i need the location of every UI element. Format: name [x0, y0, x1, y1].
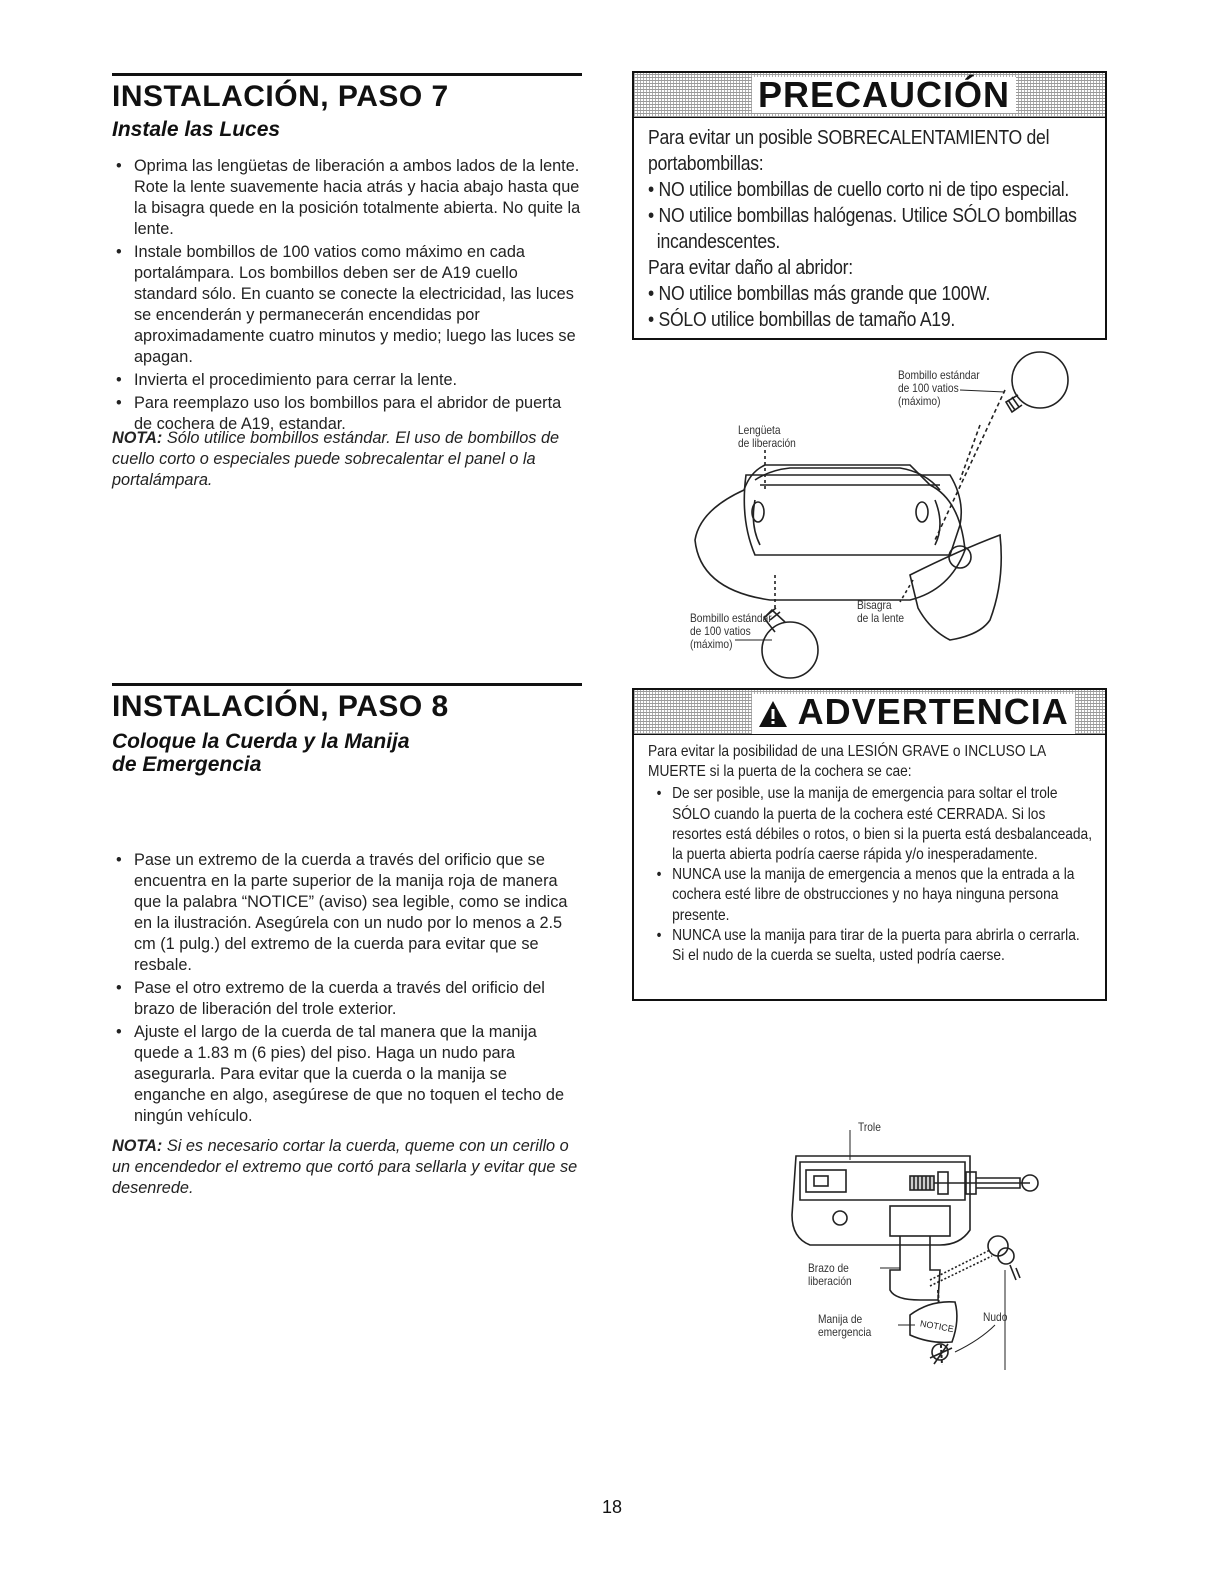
warning-intro: Para evitar la posibilidad de una LESIÓN GRAVE o INCLUSO LA MUERTE si la puerta de la cochera se cae:: [648, 743, 1046, 781]
list-item: • NO utilice bombillas halógenas. Utilice SÓLO bombillas incandescentes.: [648, 205, 1077, 253]
label-release-tab: Lengüeta de liberación: [738, 423, 796, 450]
caution-banner: [634, 73, 1105, 118]
list-item: • Invierta el procedimiento para cerrar la lente.: [112, 370, 582, 391]
caution-text: [648, 125, 1097, 333]
label-bulb-bottom: Bombillo estándar de 100 vatios (máximo): [690, 611, 772, 651]
warning-triangle-icon: [758, 698, 788, 734]
step8-subheading-line2: de Emergencia: [112, 753, 262, 776]
list-item: • Pase el otro extremo de la cuerda a través del orificio del brazo de liberación del trole exterior.: [112, 978, 582, 1020]
step8-top-rule: [112, 683, 582, 686]
list-item: • Oprima las lengüetas de liberación a ambos lados de la lente. Rote la lente suavemente hacia atrás y hacia abajo hasta que la bisagra quede en la posición totalmente abierta. No quite la lente.: [112, 156, 582, 240]
note-label: NOTA:: [112, 429, 163, 447]
step8-note: [112, 1136, 582, 1199]
list-item: • Pase un extremo de la cuerda a través del orificio que se encuentra en la parte superior de la manija roja de manera que la palabra “NOTICE” (aviso) sea legible, como se indica en la ilustración. Asegúrela con un nudo por lo menos a 2.5 cm (1 pulg.) del extremo de la cuerda para evitar que se resbale.: [112, 850, 582, 976]
warning-title: ADVERTENCIA: [797, 691, 1069, 732]
list-item: • Instale bombillos de 100 vatios como máximo en cada portalámpara. Los bombillos deben ser de A19 cuello standard sólo. En cuanto se conecte la electricidad, las luces se encenderán y permanecerán encendidas por aproximadamente cuatro minutos y medio; luego las luces se apagan.: [112, 242, 582, 368]
label-release-arm: Brazo de liberación: [808, 1261, 852, 1288]
step7-top-rule: [112, 73, 582, 76]
warning-list: [648, 784, 1095, 966]
warning-banner: [634, 690, 1105, 735]
step7-subheading: Instale las Luces: [112, 118, 281, 141]
step7-heading: INSTALACIÓN, PASO 7: [112, 80, 449, 113]
caution-box: [632, 71, 1107, 340]
list-item: • NO utilice bombillas de cuello corto ni de tipo especial.: [648, 179, 1070, 201]
step8-subheading-line1: Coloque la Cuerda y la Manija: [112, 730, 410, 753]
label-bulb-top: Bombillo estándar de 100 vatios (máximo): [898, 368, 980, 408]
caution-title: PRECAUCIÓN: [752, 77, 1016, 113]
page-number: 18: [601, 1497, 623, 1517]
list-item: • De ser posible, use la manija de emergencia para soltar el trole SÓLO cuando la puerta de la cochera esté CERRADA. Si los resortes está débiles o rotos, o bien si la puerta está desbalanceada, la puerta abierta podría caerse rápida y/o inesperadamente.: [648, 784, 1095, 865]
label-knot: Nudo: [983, 1310, 1008, 1324]
warning-text: [648, 742, 1095, 966]
caution-intro: Para evitar un posible SOBRECALENTAMIENTO del portabombillas:: [648, 127, 1050, 175]
step7-bullet-list: [112, 156, 582, 437]
label-lens-hinge: Bisagra de la lente: [857, 598, 905, 625]
note-text: Sólo utilice bombillos estándar. El uso de bombillos de cuello corto o especiales puede sobrecalentar el panel o la portalámpara.: [112, 429, 560, 489]
handle-notice-text: NOTICE: [919, 1318, 955, 1335]
list-item: • NO utilice bombillas más grande que 100W.: [648, 283, 991, 305]
step8-bullet-list: [112, 850, 582, 1129]
list-item: • SÓLO utilice bombillas de tamaño A19.: [648, 309, 955, 331]
step8-heading: INSTALACIÓN, PASO 8: [112, 690, 449, 723]
list-item: • Para reemplazo uso los bombillos para el abridor de puerta de cochera de A19, estandar.: [112, 393, 582, 435]
label-trolley: Trole: [858, 1120, 881, 1134]
step7-note: [112, 428, 582, 491]
step8-subheading: [112, 730, 410, 776]
list-item: • NUNCA use la manija para tirar de la puerta para abrirla o cerrarla. Si el nudo de la cuerda se suelta, usted podría caerse.: [648, 926, 1095, 966]
caution-intro-2: Para evitar daño al abridor:: [648, 257, 853, 279]
warning-title-wrap: [752, 691, 1075, 734]
list-item: • NUNCA use la manija de emergencia a menos que la entrada a la cochera esté libre de obstrucciones y no haya ninguna persona presente.: [648, 865, 1095, 926]
warning-box: [632, 688, 1107, 1001]
note-label: NOTA:: [112, 1137, 163, 1155]
label-emergency-handle: Manija de emergencia: [818, 1312, 872, 1339]
list-item: • Ajuste el largo de la cuerda de tal manera que la manija quede a 1.83 m (6 pies) del piso. Haga un nudo para asegurarla. Para evitar que la cuerda o la manija se enganche en algo, asegúrese de que no toquen el techo de ningún vehículo.: [112, 1022, 582, 1127]
note-text: Si es necesario cortar la cuerda, queme con un cerillo o un encendedor el extremo que cortó para sellarla y evitar que se desenrede.: [112, 1137, 578, 1197]
